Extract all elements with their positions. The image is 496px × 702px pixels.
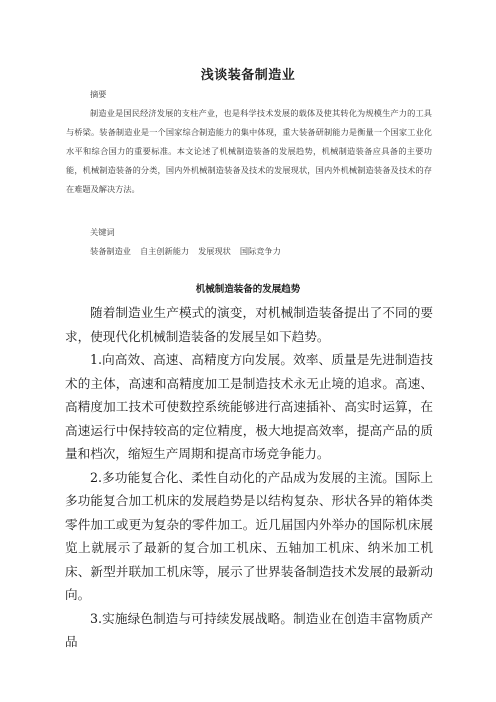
body-paragraph: 2.多功能复合化、柔性自动化的产品成为发展的主流。国际上多功能复合加工机床的发展趋势是以结构复杂、形状各异的箱体类零件加工或更为复杂的零件加工。近几届国内外举办的国际机床展览上就展示了最新的复合加工机床、五轴加工机床、纳米加工机床、新型并联加工机床等，展示了世界装备制造技术发展的最新动向。 <box>65 469 433 602</box>
keyword: 发展现状 <box>198 246 231 256</box>
body-paragraph: 1.向高效、高速、高精度方向发展。效率、质量是先进制造技术的主体，高速和高精度加工是制造技术永无止境的追求。高速、高精度加工技术可使数控系统能够进行高速插补、高实时运算，在高速运行中保持较高的定位精度，极大地提高效率，提高产品的质量和档次，缩短生产周期和提高市场竞争能力。 <box>65 352 433 461</box>
body-paragraph: 随着制造业生产模式的演变，对机械制造装备提出了不同的要求，使现代化机械制造装备的发展呈如下趋势。 <box>65 305 433 344</box>
keywords-list <box>90 242 281 261</box>
abstract-text: 制造业是国民经济发展的支柱产业，也是科学技术发展的载体及使其转化为规模生产力的工具与桥梁。装备制造业是一个国家综合制造能力的集中体现，重大装备研制能力是衡量一个国家工业化水平和综合国力的重要标准。本文论述了机械制造装备的发展趋势，机械制造装备应具备的主要功能，机械制造装备的分类，国内外机械制造装备及技术的发展现状，国内外机械制造装备及技术的存在难题及解决方法。 <box>66 108 432 194</box>
main-body <box>65 301 433 654</box>
section-heading: 机械制造装备的发展趋势 <box>195 284 301 295</box>
keyword: 自主创新能力 <box>139 246 190 256</box>
abstract-label: 摘要 <box>90 89 107 99</box>
keyword: 装备制造业 <box>90 246 131 256</box>
body-paragraph: 3.实施绿色制造与可持续发展战略。制造业在创造丰富物质产品 <box>65 610 433 649</box>
keyword: 国际竞争力 <box>239 246 281 256</box>
document-title: 浅谈装备制造业 <box>200 68 296 83</box>
keywords-label: 关键词 <box>90 227 115 237</box>
